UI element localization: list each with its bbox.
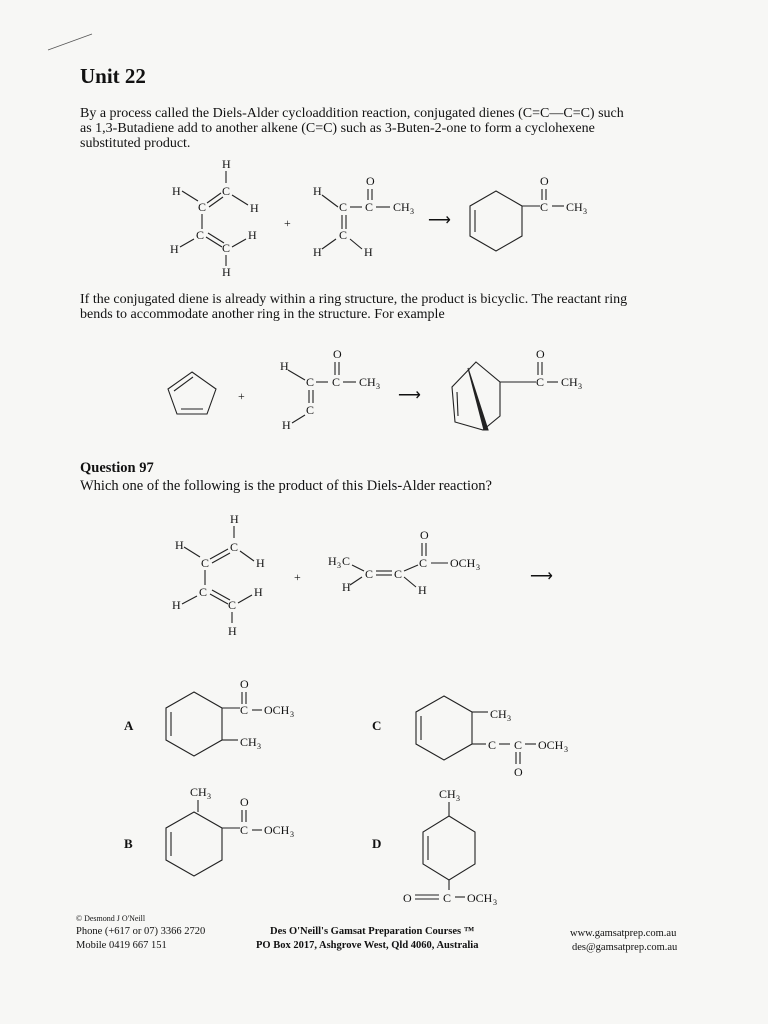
atom-label: H — [254, 585, 263, 599]
intro-line-3: substituted product. — [80, 136, 191, 151]
atom-label: H — [228, 624, 237, 638]
atom-label: H — [313, 245, 322, 259]
bicyclic-product — [452, 347, 582, 430]
butadiene-structure — [170, 157, 259, 279]
atom-label: CH — [439, 787, 456, 801]
atom-label: C — [514, 738, 523, 752]
atom-label: H — [175, 538, 184, 552]
atom-label: H — [250, 201, 259, 215]
footer-company: Des O'Neill's Gamsat Preparation Courses ™ — [270, 926, 475, 937]
reaction-arrow: ⟶ — [398, 387, 421, 404]
atom-label: C — [342, 554, 351, 568]
atom-label: H — [256, 556, 265, 570]
atom-label: C — [540, 200, 549, 214]
atom-label: OCH — [450, 556, 476, 570]
subscript: 3 — [290, 710, 294, 719]
atom-label: H — [313, 184, 322, 198]
subscript: 3 — [337, 561, 341, 570]
atom-label: C — [365, 567, 374, 581]
plus-sign: + — [284, 216, 291, 230]
footer-address: PO Box 2017, Ashgrove West, Qld 4060, Australia — [256, 940, 479, 951]
atom-label: O — [240, 677, 249, 691]
option-c-label[interactable]: C — [372, 718, 382, 733]
atom-label: C — [365, 200, 374, 214]
atom-label: C — [332, 375, 341, 389]
atom-label: C — [306, 403, 315, 417]
atom-label: C — [240, 703, 249, 717]
atom-label: CH — [490, 707, 507, 721]
option-d-label[interactable]: D — [372, 836, 382, 851]
atom-label: C — [339, 228, 348, 242]
bicyclic-line-1: If the conjugated diene is already within a ring structure, the product is bicyclic. The reactant ring — [80, 292, 628, 307]
question-title: Question 97 — [80, 460, 154, 476]
footer-phone: Phone (+617 or 07) 3366 2720 — [76, 926, 206, 937]
atom-label: C — [222, 184, 231, 198]
atom-label: OCH — [538, 738, 564, 752]
atom-label: C — [443, 891, 452, 905]
unit-title: Unit 22 — [80, 64, 146, 88]
option-a-structure[interactable] — [160, 672, 360, 772]
atom-label: H — [280, 359, 289, 373]
cyclopentadiene-structure — [168, 372, 216, 414]
footer-email[interactable]: des@gamsatprep.com.au — [572, 942, 678, 953]
atom-label: O — [240, 795, 249, 809]
atom-label: O — [540, 174, 549, 188]
atom-label: CH — [393, 200, 410, 214]
atom-label: O — [333, 347, 342, 361]
subscript: 3 — [578, 382, 582, 391]
atom-label: CH — [240, 735, 257, 749]
subscript: 3 — [207, 792, 211, 801]
reaction-arrow: ⟶ — [428, 212, 451, 229]
atom-label: H — [172, 184, 181, 198]
atom-label: OCH — [264, 823, 290, 837]
plus-sign: + — [294, 570, 301, 584]
atom-label: H — [342, 580, 351, 594]
subscript: 3 — [476, 563, 480, 572]
atom-label: CH — [190, 785, 207, 799]
atom-label: C — [394, 567, 403, 581]
atom-label: OCH — [467, 891, 493, 905]
atom-label: H — [172, 598, 181, 612]
option-b-structure[interactable] — [160, 782, 360, 892]
subscript: 3 — [257, 742, 261, 751]
atom-label: CH — [561, 375, 578, 389]
butadiene-structure-q — [172, 512, 265, 638]
atom-label: H — [230, 512, 239, 526]
footer-mobile: Mobile 0419 667 151 — [76, 940, 167, 951]
atom-label: O — [536, 347, 545, 361]
subscript: 3 — [456, 794, 460, 803]
atom-label: H — [328, 554, 337, 568]
atom-label: C — [198, 200, 207, 214]
atom-label: CH — [359, 375, 376, 389]
intro-paragraph — [80, 106, 700, 151]
butenone-structure-2 — [280, 347, 380, 432]
atom-label: C — [419, 556, 428, 570]
subscript: 3 — [290, 830, 294, 839]
footer-website[interactable]: www.gamsatprep.com.au — [570, 928, 677, 939]
atom-label: O — [514, 765, 523, 779]
question-text: Which one of the following is the product of this Diels-Alder reaction? — [80, 478, 492, 494]
question-scheme — [150, 505, 610, 645]
atom-label: O — [403, 891, 412, 905]
cyclohexene-product — [470, 174, 587, 251]
atom-label: C — [488, 738, 497, 752]
atom-label: H — [222, 265, 231, 279]
subscript: 3 — [583, 207, 587, 216]
reaction-scheme-1 — [150, 155, 610, 285]
atom-label: C — [228, 598, 237, 612]
subscript: 3 — [376, 382, 380, 391]
option-a-label[interactable]: A — [124, 718, 134, 733]
intro-line-2: as 1,3-Butadiene add to another alkene (C=C) such as 3-Buten-2-one to form a cyclohexene — [80, 121, 595, 136]
atom-label: OCH — [264, 703, 290, 717]
subscript: 3 — [493, 898, 497, 907]
atom-label: C — [230, 540, 239, 554]
copyright: © Desmond J O'Neill — [76, 914, 146, 923]
atom-label: C — [306, 375, 315, 389]
butenone-structure — [313, 174, 414, 259]
option-c-structure[interactable] — [410, 690, 610, 790]
atom-label: H — [222, 157, 231, 171]
atom-label: C — [201, 556, 210, 570]
atom-label: H — [282, 418, 291, 432]
atom-label: C — [339, 200, 348, 214]
atom-label: CH — [566, 200, 583, 214]
atom-label: H — [170, 242, 179, 256]
atom-label: H — [418, 583, 427, 597]
reaction-scheme-2 — [150, 342, 610, 442]
subscript: 3 — [507, 714, 511, 723]
bicyclic-line-2: bends to accommodate another ring in the structure. For example — [80, 307, 445, 322]
subscript: 3 — [564, 745, 568, 754]
atom-label: O — [420, 528, 429, 542]
atom-label: C — [196, 228, 205, 242]
atom-label: C — [240, 823, 249, 837]
atom-label: H — [248, 228, 257, 242]
subscript: 3 — [410, 207, 414, 216]
atom-label: H — [364, 245, 373, 259]
bicyclic-paragraph — [80, 292, 700, 322]
atom-label: O — [366, 174, 375, 188]
option-b-label[interactable]: B — [124, 836, 133, 851]
intro-line-1: By a process called the Diels-Alder cycloaddition reaction, conjugated dienes (C=C—C=C) such — [80, 106, 624, 121]
methyl-crotonate-structure — [328, 528, 480, 597]
atom-label: C — [536, 375, 545, 389]
reaction-arrow: ⟶ — [530, 568, 553, 585]
pen-mark — [40, 28, 100, 58]
option-d-structure[interactable] — [395, 784, 595, 909]
plus-sign: + — [238, 389, 245, 403]
atom-label: C — [199, 585, 208, 599]
atom-label: C — [222, 241, 231, 255]
